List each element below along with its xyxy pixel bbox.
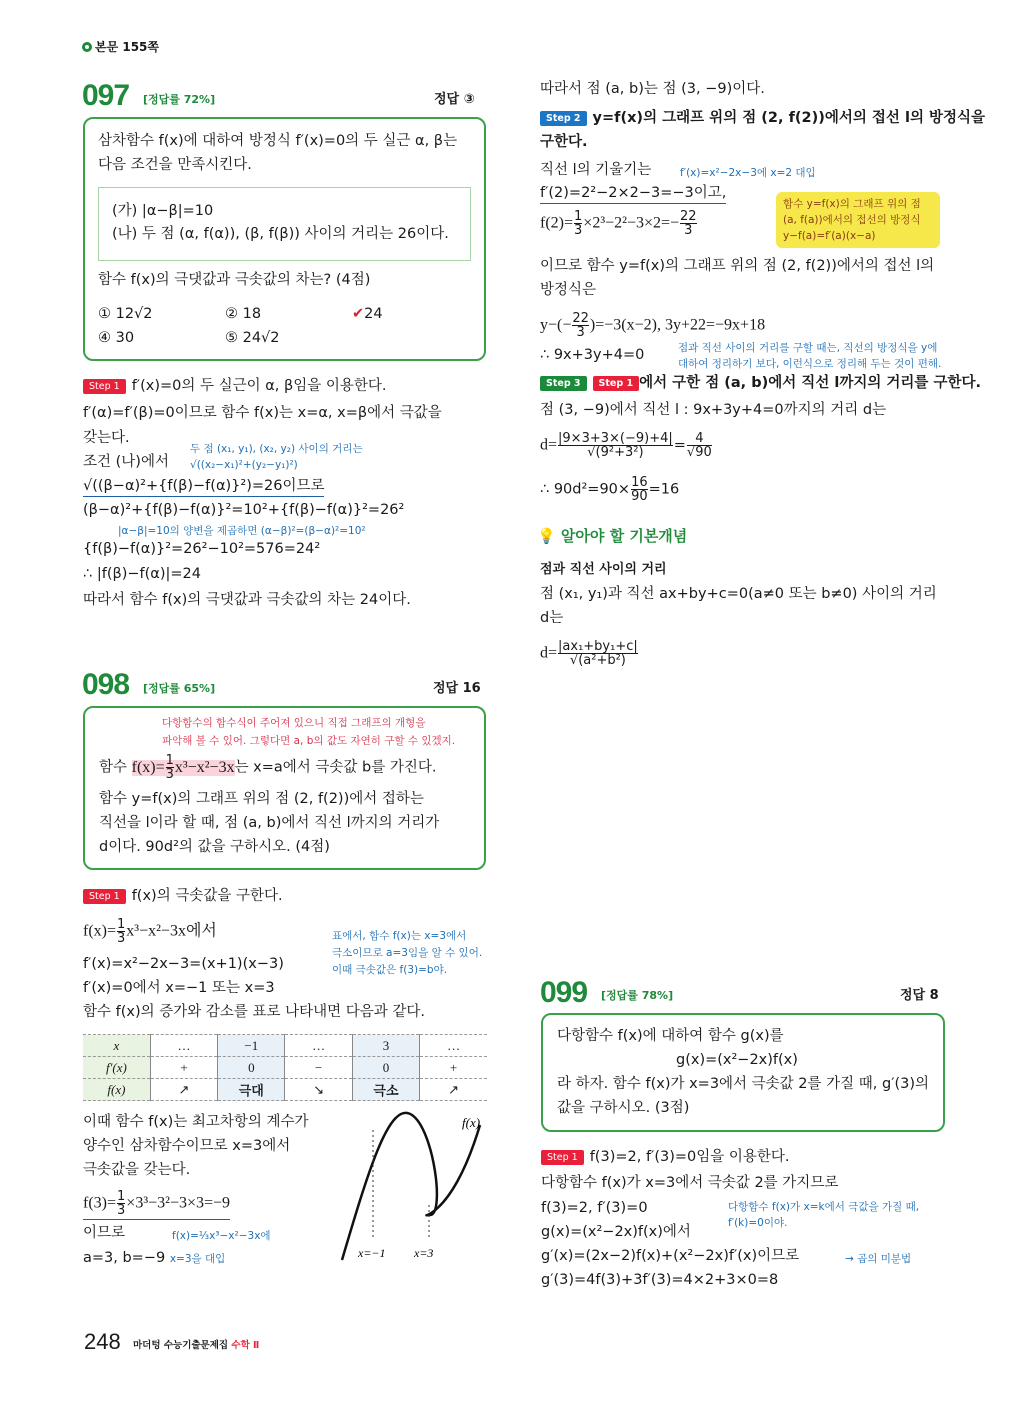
solution-line	[540, 312, 765, 339]
answer: 정답 8	[900, 988, 939, 1003]
denominator: 3	[165, 767, 174, 782]
denominator: 3	[684, 223, 693, 238]
question-text: 삼차함수 f(x)에 대하여 방정식 f′(x)=0의 두 실근 α, β는	[98, 133, 458, 149]
denominator: √(a²+b²)	[569, 653, 626, 668]
solution-line: 이므로 함수 y=f(x)의 그래프 위의 점 (2, f(2))에서의 접선 l의	[540, 258, 935, 274]
x-label: x=−1	[358, 1246, 386, 1260]
numerator: |9×3+3×(−9)+4|	[558, 431, 673, 446]
step-badge: Step 1	[593, 376, 640, 391]
solution-line: g′(3)=4f(3)+3f′(3)=4×2+3×0=8	[541, 1272, 779, 1288]
x-label: x=3	[414, 1246, 434, 1260]
fraction	[572, 312, 589, 339]
concept-title: 알아야 할 기본개념	[560, 527, 688, 545]
annotation: f′(k)=0이야.	[728, 1217, 788, 1229]
annotation: 다항함수 f(x)가 x=k에서 극값을 가질 때,	[728, 1201, 920, 1213]
denominator: 3	[117, 931, 126, 946]
note-line: (a, f(a))에서의 접선의 방정식	[783, 214, 921, 226]
concept-heading	[537, 526, 687, 546]
solution-line: ∴ |f(β)−f(α)|=24	[83, 566, 202, 582]
cell: ↗	[150, 1079, 217, 1101]
checkmark-icon: ✔	[352, 306, 365, 322]
step-badge: Step 2	[540, 111, 587, 126]
numerator: 16	[631, 475, 648, 490]
solution-line: 갖는다.	[83, 430, 130, 446]
step-line	[540, 108, 985, 128]
fraction	[117, 918, 125, 945]
step-text: 에서 구한 점 (a, b)에서 직선 l까지의 거리를 구한다.	[639, 375, 982, 391]
question-text: 직선을 l이라 할 때, 점 (a, b)에서 직선 l까지의 거리가	[99, 815, 440, 831]
problem-number: 097	[82, 79, 130, 112]
cell: ↘	[285, 1079, 352, 1101]
fraction	[631, 476, 648, 503]
annotation: 점과 직선 사이의 거리를 구할 때는, 직선의 방정식을 y에	[678, 342, 938, 354]
fraction	[687, 432, 712, 459]
math: ×3³−3²−3×3=−9	[126, 1194, 231, 1212]
math: f(x)=	[83, 922, 117, 940]
solution-line: 직선 l의 기울기는	[540, 162, 652, 178]
annotation: 이때 극솟값은 f(3)=b야.	[332, 964, 448, 976]
choice-4[interactable]: ④ 30	[98, 330, 135, 346]
solution-line: f′(α)=f′(β)=0이므로 함수 f(x)는 x=α, x=β에서 극값을	[83, 405, 442, 421]
solution-line: 양수인 삼차함수이므로 x=3에서	[83, 1138, 291, 1154]
question-text: 값을 구하시오. (3점)	[557, 1100, 690, 1116]
circle-icon	[82, 42, 92, 52]
numerator: 22	[572, 311, 589, 326]
choice-3[interactable]	[352, 304, 383, 324]
cell: −	[285, 1057, 352, 1079]
denominator: √(9²+3²)	[587, 445, 644, 460]
step-text: 구한다.	[540, 134, 588, 150]
book-title	[133, 1336, 259, 1356]
math: )=−3(x−2), 3y+22=−9x+18	[589, 316, 766, 334]
cell: 0	[218, 1057, 285, 1079]
condition: (가) |α−β|=10	[112, 203, 214, 219]
correct-rate: [정답률 78%]	[601, 989, 674, 1002]
choice-3-text: 24	[364, 306, 383, 322]
solution-line: 조건 (나)에서	[83, 454, 169, 470]
step-badge: Step 1	[83, 889, 126, 904]
solution-line: 점 (3, −9)에서 직선 l : 9x+3y+4=0까지의 거리 d는	[540, 402, 887, 418]
cell: x	[83, 1035, 150, 1057]
problem-number: 099	[540, 976, 588, 1009]
annotation: 두 점 (x₁, y₁), (x₂, y₂) 사이의 거리는	[190, 443, 363, 455]
function-highlight	[131, 753, 235, 782]
cell: +	[420, 1057, 487, 1079]
table-row	[83, 1079, 487, 1101]
fraction	[680, 210, 697, 237]
numerator: 4	[687, 432, 712, 446]
choice-1[interactable]: ① 12√2	[98, 306, 153, 322]
denominator: 3	[574, 223, 583, 238]
lightbulb-icon: 💡	[537, 527, 556, 545]
solution-line: 극솟값을 갖는다.	[83, 1162, 191, 1178]
step-badge: Step 1	[541, 1150, 584, 1165]
question-text: 함수 y=f(x)의 그래프 위의 점 (2, f(2))에서 접하는	[99, 791, 424, 807]
math: x³−x²−3x	[174, 758, 235, 776]
solution-line: f(3)=2, f′(3)=0	[541, 1200, 648, 1216]
annotation: 파악해 볼 수 있어. 그렇다면 a, b의 값도 자연히 구할 수 있겠지.	[162, 735, 456, 747]
solution-line	[83, 918, 217, 945]
step-text: f(3)=2, f′(3)=0임을 이용한다.	[589, 1149, 790, 1165]
correct-rate: [정답률 65%]	[143, 682, 216, 695]
page-ref-text: 본문 155쪽	[95, 40, 160, 54]
cell: 0	[352, 1057, 419, 1079]
cubic-graph	[330, 1105, 500, 1270]
numerator: |ax₁+by₁+c|	[558, 639, 638, 654]
cell: 극소	[352, 1079, 419, 1101]
step-line	[83, 886, 283, 906]
math: d=	[540, 644, 558, 662]
solution-line: 방정식은	[540, 282, 597, 298]
concept-text: d는	[540, 610, 564, 626]
question-text: 함수 f(x)의 극댓값과 극솟값의 차는? (4점)	[98, 272, 371, 288]
cell: 극대	[218, 1079, 285, 1101]
denominator: 90	[631, 489, 648, 504]
table-row	[83, 1035, 487, 1057]
step-text: f′(x)=0의 두 실근이 α, β임을 이용한다.	[131, 378, 387, 394]
fraction	[117, 1190, 125, 1217]
fraction	[166, 754, 174, 781]
annotation: 대하여 정리하기 보다, 이런식으로 정리해 두는 것이 편해.	[678, 358, 942, 370]
cell: +	[150, 1057, 217, 1079]
solution-line: 함수 f(x)의 증가와 감소를 표로 나타내면 다음과 같다.	[83, 1004, 426, 1020]
numerator: 22	[680, 209, 697, 224]
cell: f′(x)	[83, 1057, 150, 1079]
numerator: 1	[117, 1189, 126, 1204]
choice-5[interactable]: ⑤ 24√2	[225, 330, 280, 346]
subject: 수학 Ⅱ	[231, 1340, 260, 1351]
step-line	[540, 373, 981, 393]
cell: …	[285, 1035, 352, 1057]
math: ×2³−2²−3×2=−	[583, 214, 680, 232]
question-text: 다음 조건을 만족시킨다.	[98, 157, 252, 173]
step-text: y=f(x)의 그래프 위의 점 (2, f(2))에서의 접선 l의 방정식을	[592, 110, 986, 126]
cell: ↗	[420, 1079, 487, 1101]
question-text: 라 하자. 함수 f(x)가 x=3에서 극솟값 2를 가질 때, g′(3)의	[557, 1076, 930, 1092]
table-row	[83, 1057, 487, 1079]
choice-2[interactable]: ② 18	[225, 306, 262, 322]
page-number: 248	[84, 1329, 121, 1354]
solution-line: 다항함수 f(x)가 x=3에서 극솟값 2를 가지므로	[541, 1175, 839, 1191]
math: f(x)=	[131, 758, 165, 776]
annotation: f(x)=⅓x³−x²−3x에	[172, 1230, 271, 1242]
fraction	[558, 640, 638, 667]
cell: f(x)	[83, 1079, 150, 1101]
solution-line: f′(x)=0에서 x=−1 또는 x=3	[83, 980, 275, 996]
numerator: 1	[574, 209, 583, 224]
step-text: f(x)의 극솟값을 구한다.	[131, 888, 283, 904]
solution-line	[540, 210, 698, 237]
math: =16	[648, 481, 680, 498]
step-badge: Step 1	[83, 379, 126, 394]
solution-line: g(x)=(x²−2x)f(x)에서	[541, 1224, 691, 1240]
solution-line: {f(β)−f(α)}²=26²−10²=576=24²	[83, 541, 321, 557]
solution-line: ∴ 9x+3y+4=0	[540, 347, 645, 363]
text: 함수	[99, 759, 128, 776]
curve	[342, 1113, 480, 1260]
annotation: 표에서, 함수 f(x)는 x=3에서	[332, 930, 467, 942]
answer: 정답 16	[433, 681, 481, 696]
step-line	[83, 376, 387, 396]
math: ∴ 90d²=90×	[540, 481, 631, 498]
denominator: 3	[117, 1203, 126, 1218]
annotation: 다항함수의 함수식이 주어져 있으니 직접 그래프의 개형을	[162, 717, 426, 729]
increase-decrease-table	[83, 1034, 487, 1101]
tip-note	[776, 192, 940, 248]
cell: …	[150, 1035, 217, 1057]
math: a=3, b=−9	[83, 1250, 166, 1266]
cell: −1	[218, 1035, 285, 1057]
annotation: f′(x)=x²−2x−3에 x=2 대입	[680, 167, 816, 179]
numerator: 1	[165, 753, 174, 768]
math: y−(−	[540, 316, 572, 334]
solution-line	[540, 476, 679, 503]
math: x³−x²−3x에서	[126, 922, 217, 940]
solution-line: 이므로	[83, 1225, 126, 1241]
solution-line: f′(2)=2²−2×2−3=−3이고,	[540, 183, 726, 204]
concept-formula	[540, 640, 639, 667]
note-line: 함수 y=f(x)의 그래프 위의 점	[783, 198, 921, 210]
answer: 정답 ③	[434, 92, 475, 107]
annotation: → 곱의 미분법	[845, 1253, 912, 1265]
solution-line: f′(x)=x²−2x−3=(x+1)(x−3)	[83, 956, 284, 972]
solution-line: d= $\frac{|9\times 3+3\times(-9)+4|}{\text{√(9²+3²)}}$ = $\frac{4}{√90}$	[540, 431, 712, 460]
annotation: |α−β|=10의 양변을 제곱하면 (α−β)²=(β−α)²=10²	[118, 525, 366, 537]
question-text	[99, 754, 437, 781]
denominator: 3	[576, 325, 585, 340]
text: 는 x=a에서 극솟값 b를 가진다.	[234, 759, 437, 776]
solution-line: 따라서 함수 f(x)의 극댓값과 극솟값의 차는 24이다.	[83, 592, 411, 608]
annotation: 극소이므로 a=3임을 알 수 있어.	[332, 947, 483, 959]
solution-line: √((β−α)²+{f(β)−f(α)}²)=26이므로	[83, 476, 324, 497]
problem-number: 098	[82, 668, 130, 701]
condition: (나) 두 점 (α, f(α)), (β, f(β)) 사이의 거리는 26이다.	[112, 226, 449, 242]
numerator: 1	[117, 917, 126, 932]
page-reference	[82, 37, 159, 57]
solution-line	[83, 1248, 225, 1268]
question-text: g(x)=(x²−2x)f(x)	[676, 1052, 798, 1068]
math: d=	[540, 436, 558, 454]
note-line: y−f(a)=f′(a)(x−a)	[783, 230, 876, 242]
fraction	[574, 210, 582, 237]
solution-line: (β−α)²+{f(β)−f(α)}²=10²+{f(β)−f(α)}²=26²	[83, 502, 405, 518]
fraction	[558, 432, 673, 459]
annotation: √((x₂−x₁)²+(y₂−y₁)²)	[190, 459, 298, 471]
concept-subheading: 점과 직선 사이의 거리	[540, 562, 667, 577]
solution-line	[83, 1190, 230, 1220]
cell: 3	[352, 1035, 419, 1057]
correct-rate: [정답률 72%]	[143, 93, 216, 106]
annotation-text: 곱의 미분법	[857, 1253, 912, 1265]
question-text: d이다. 90d²의 값을 구하시오. (4점)	[99, 839, 330, 855]
solution-line: g′(x)=(2x−2)f(x)+(x²−2x)f′(x)이므로	[541, 1248, 800, 1264]
math: f(3)=	[83, 1194, 117, 1212]
annotation: x=3을 대입	[169, 1253, 226, 1265]
denominator: √90	[686, 445, 712, 460]
concept-text: 점 (x₁, y₁)과 직선 ax+by+c=0(a≠0 또는 b≠0) 사이의 거리	[540, 586, 937, 602]
step-line	[541, 1147, 790, 1167]
graph-label: f(x)	[462, 1115, 481, 1130]
book-name: 마더텅 수능기출문제집	[133, 1340, 229, 1351]
cell: …	[420, 1035, 487, 1057]
math: f(2)=	[540, 214, 574, 232]
step-badge: Step 3	[540, 376, 587, 391]
question-text: 다항함수 f(x)에 대하여 함수 g(x)를	[557, 1028, 784, 1044]
solution-line: 따라서 점 (a, b)는 점 (3, −9)이다.	[540, 81, 765, 97]
solution-line: 이때 함수 f(x)는 최고차항의 계수가	[83, 1114, 309, 1130]
